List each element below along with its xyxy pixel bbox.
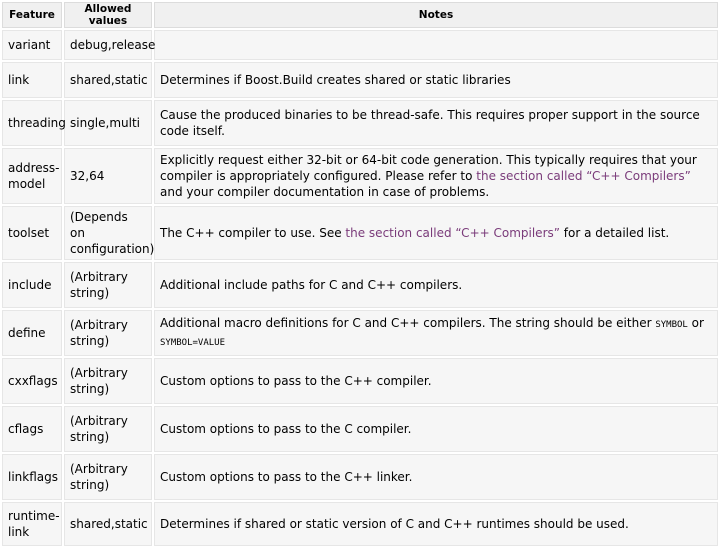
feature-cell: link [2,62,62,98]
table-row [2,310,718,356]
notes-cell: Cause the produced binaries to be thread-safe. This requires proper support in the source code itself. [154,100,718,146]
header-feature: Feature [2,2,62,28]
notes-text: Additional macro definitions for C and C++ compilers. The string should be either [160,316,656,330]
notes-cell: Additional include paths for C and C++ compilers. [154,262,718,308]
notes-text: or [687,316,704,330]
notes-cell: Custom options to pass to the C++ compiler. [154,358,718,404]
cpp-compilers-link[interactable]: the section called “C++ Compilers” [345,226,560,240]
cpp-compilers-link[interactable]: the section called “C++ Compilers” [476,169,691,183]
notes-text: Explicitly request either 32-bit or 64-bit code generation. This typically requires that your compiler is appropriately configured. Please refer to [160,153,697,183]
notes-cell [154,30,718,60]
allowed-values-cell: (Arbitrary string) [64,358,152,404]
notes-cell [154,148,718,204]
table-row [2,262,718,308]
header-allowed-values: Allowed values [64,2,152,28]
table-row [2,454,718,500]
feature-cell: include [2,262,62,308]
feature-cell: define [2,310,62,356]
feature-cell: linkflags [2,454,62,500]
feature-cell: address-model [2,148,62,204]
allowed-values-cell: (Arbitrary string) [64,454,152,500]
allowed-values-cell: (Arbitrary string) [64,262,152,308]
feature-cell: cflags [2,406,62,452]
allowed-values-cell: shared,static [64,62,152,98]
table-row [2,62,718,98]
notes-cell: Determines if Boost.Build creates shared or static libraries [154,62,718,98]
allowed-values-cell: shared,static [64,502,152,546]
allowed-values-cell: (Arbitrary string) [64,406,152,452]
notes-text: for a detailed list. [559,226,670,240]
table-row [2,100,718,146]
allowed-values-cell: 32,64 [64,148,152,204]
allowed-values-cell: (Depends on configuration) [64,206,152,260]
header-notes: Notes [154,2,718,28]
allowed-values-cell: (Arbitrary string) [64,310,152,356]
notes-cell [154,310,718,356]
notes-cell [154,206,718,260]
code-symbol: SYMBOL [655,320,688,330]
feature-cell: variant [2,30,62,60]
table-row [2,206,718,260]
feature-cell: toolset [2,206,62,260]
feature-cell: threading [2,100,62,146]
notes-cell: Custom options to pass to the C++ linker. [154,454,718,500]
header-row [2,2,718,28]
table-row [2,30,718,60]
table-row [2,502,718,546]
allowed-values-cell: debug,release [64,30,152,60]
table-row [2,148,718,204]
table-row [2,358,718,404]
allowed-values-cell: single,multi [64,100,152,146]
feature-cell: runtime-link [2,502,62,546]
notes-text: The C++ compiler to use. See [160,226,346,240]
feature-cell: cxxflags [2,358,62,404]
notes-text: and your compiler documentation in case of problems. [160,185,490,199]
notes-cell: Custom options to pass to the C compiler. [154,406,718,452]
table-row [2,406,718,452]
code-symbol-value: SYMBOL=VALUE [160,338,226,348]
notes-cell: Determines if shared or static version of C and C++ runtimes should be used. [154,502,718,546]
